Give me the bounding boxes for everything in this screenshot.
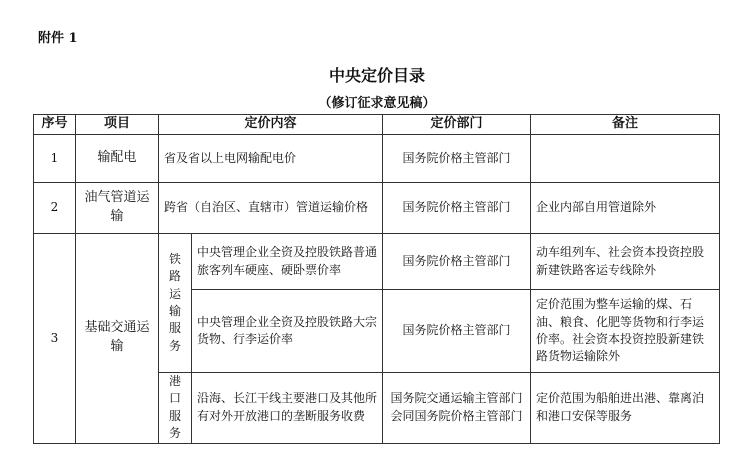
row-content: 中央管理企业全资及控股铁路大宗货物、行李运价率 [192, 290, 383, 373]
row-dept: 国务院价格主管部门 [383, 234, 531, 290]
column-header-item: 项目 [76, 115, 159, 135]
row-note: 定价范围为整车运输的煤、石油、粮食、化肥等货物和行李运价率。社会资本投资控股新建铁路货物运输除外 [531, 290, 720, 373]
row-item: 油气管道运输 [76, 183, 159, 234]
sub-category-railway: 铁路运输服务 [159, 234, 192, 373]
table-header-row [34, 115, 720, 135]
row-item: 基础交通运输 [76, 234, 159, 444]
sub-category-port: 港口服务 [159, 373, 192, 444]
row-note [531, 135, 720, 183]
row-item: 输配电 [76, 135, 159, 183]
row-note: 定价范围为船舶进出港、靠离泊和港口安保等服务 [531, 373, 720, 444]
document-subtitle: （修订征求意见稿） [318, 96, 436, 111]
row-dept: 国务院价格主管部门 [383, 290, 531, 373]
row-content: 中央管理企业全资及控股铁路普通旅客列车硬座、硬卧票价率 [192, 234, 383, 290]
table-row [34, 234, 720, 290]
row-content: 沿海、长江干线主要港口及其他所有对外开放港口的垄断服务收费 [192, 373, 383, 444]
document-title: 中央定价目录 [328, 66, 425, 85]
row-content: 省及省以上电网输配电价 [159, 135, 383, 183]
row-dept: 国务院价格主管部门 [383, 183, 531, 234]
table-row [34, 183, 720, 234]
row-number: 2 [34, 183, 76, 234]
column-header-dept: 定价部门 [383, 115, 531, 135]
pricing-catalog-table [33, 114, 720, 444]
column-header-no: 序号 [34, 115, 76, 135]
row-number: 1 [34, 135, 76, 183]
row-note: 动车组列车、社会资本投资控股新建铁路客运专线除外 [531, 234, 720, 290]
column-header-content: 定价内容 [159, 115, 383, 135]
table-row [34, 135, 720, 183]
row-dept: 国务院交通运输主管部门会同国务院价格主管部门 [383, 373, 531, 444]
row-dept: 国务院价格主管部门 [383, 135, 531, 183]
attachment-label: 附件 1 [38, 31, 78, 46]
row-note: 企业内部自用管道除外 [531, 183, 720, 234]
row-number: 3 [34, 234, 76, 444]
row-content: 跨省（自治区、直辖市）管道运输价格 [159, 183, 383, 234]
column-header-note: 备注 [531, 115, 720, 135]
